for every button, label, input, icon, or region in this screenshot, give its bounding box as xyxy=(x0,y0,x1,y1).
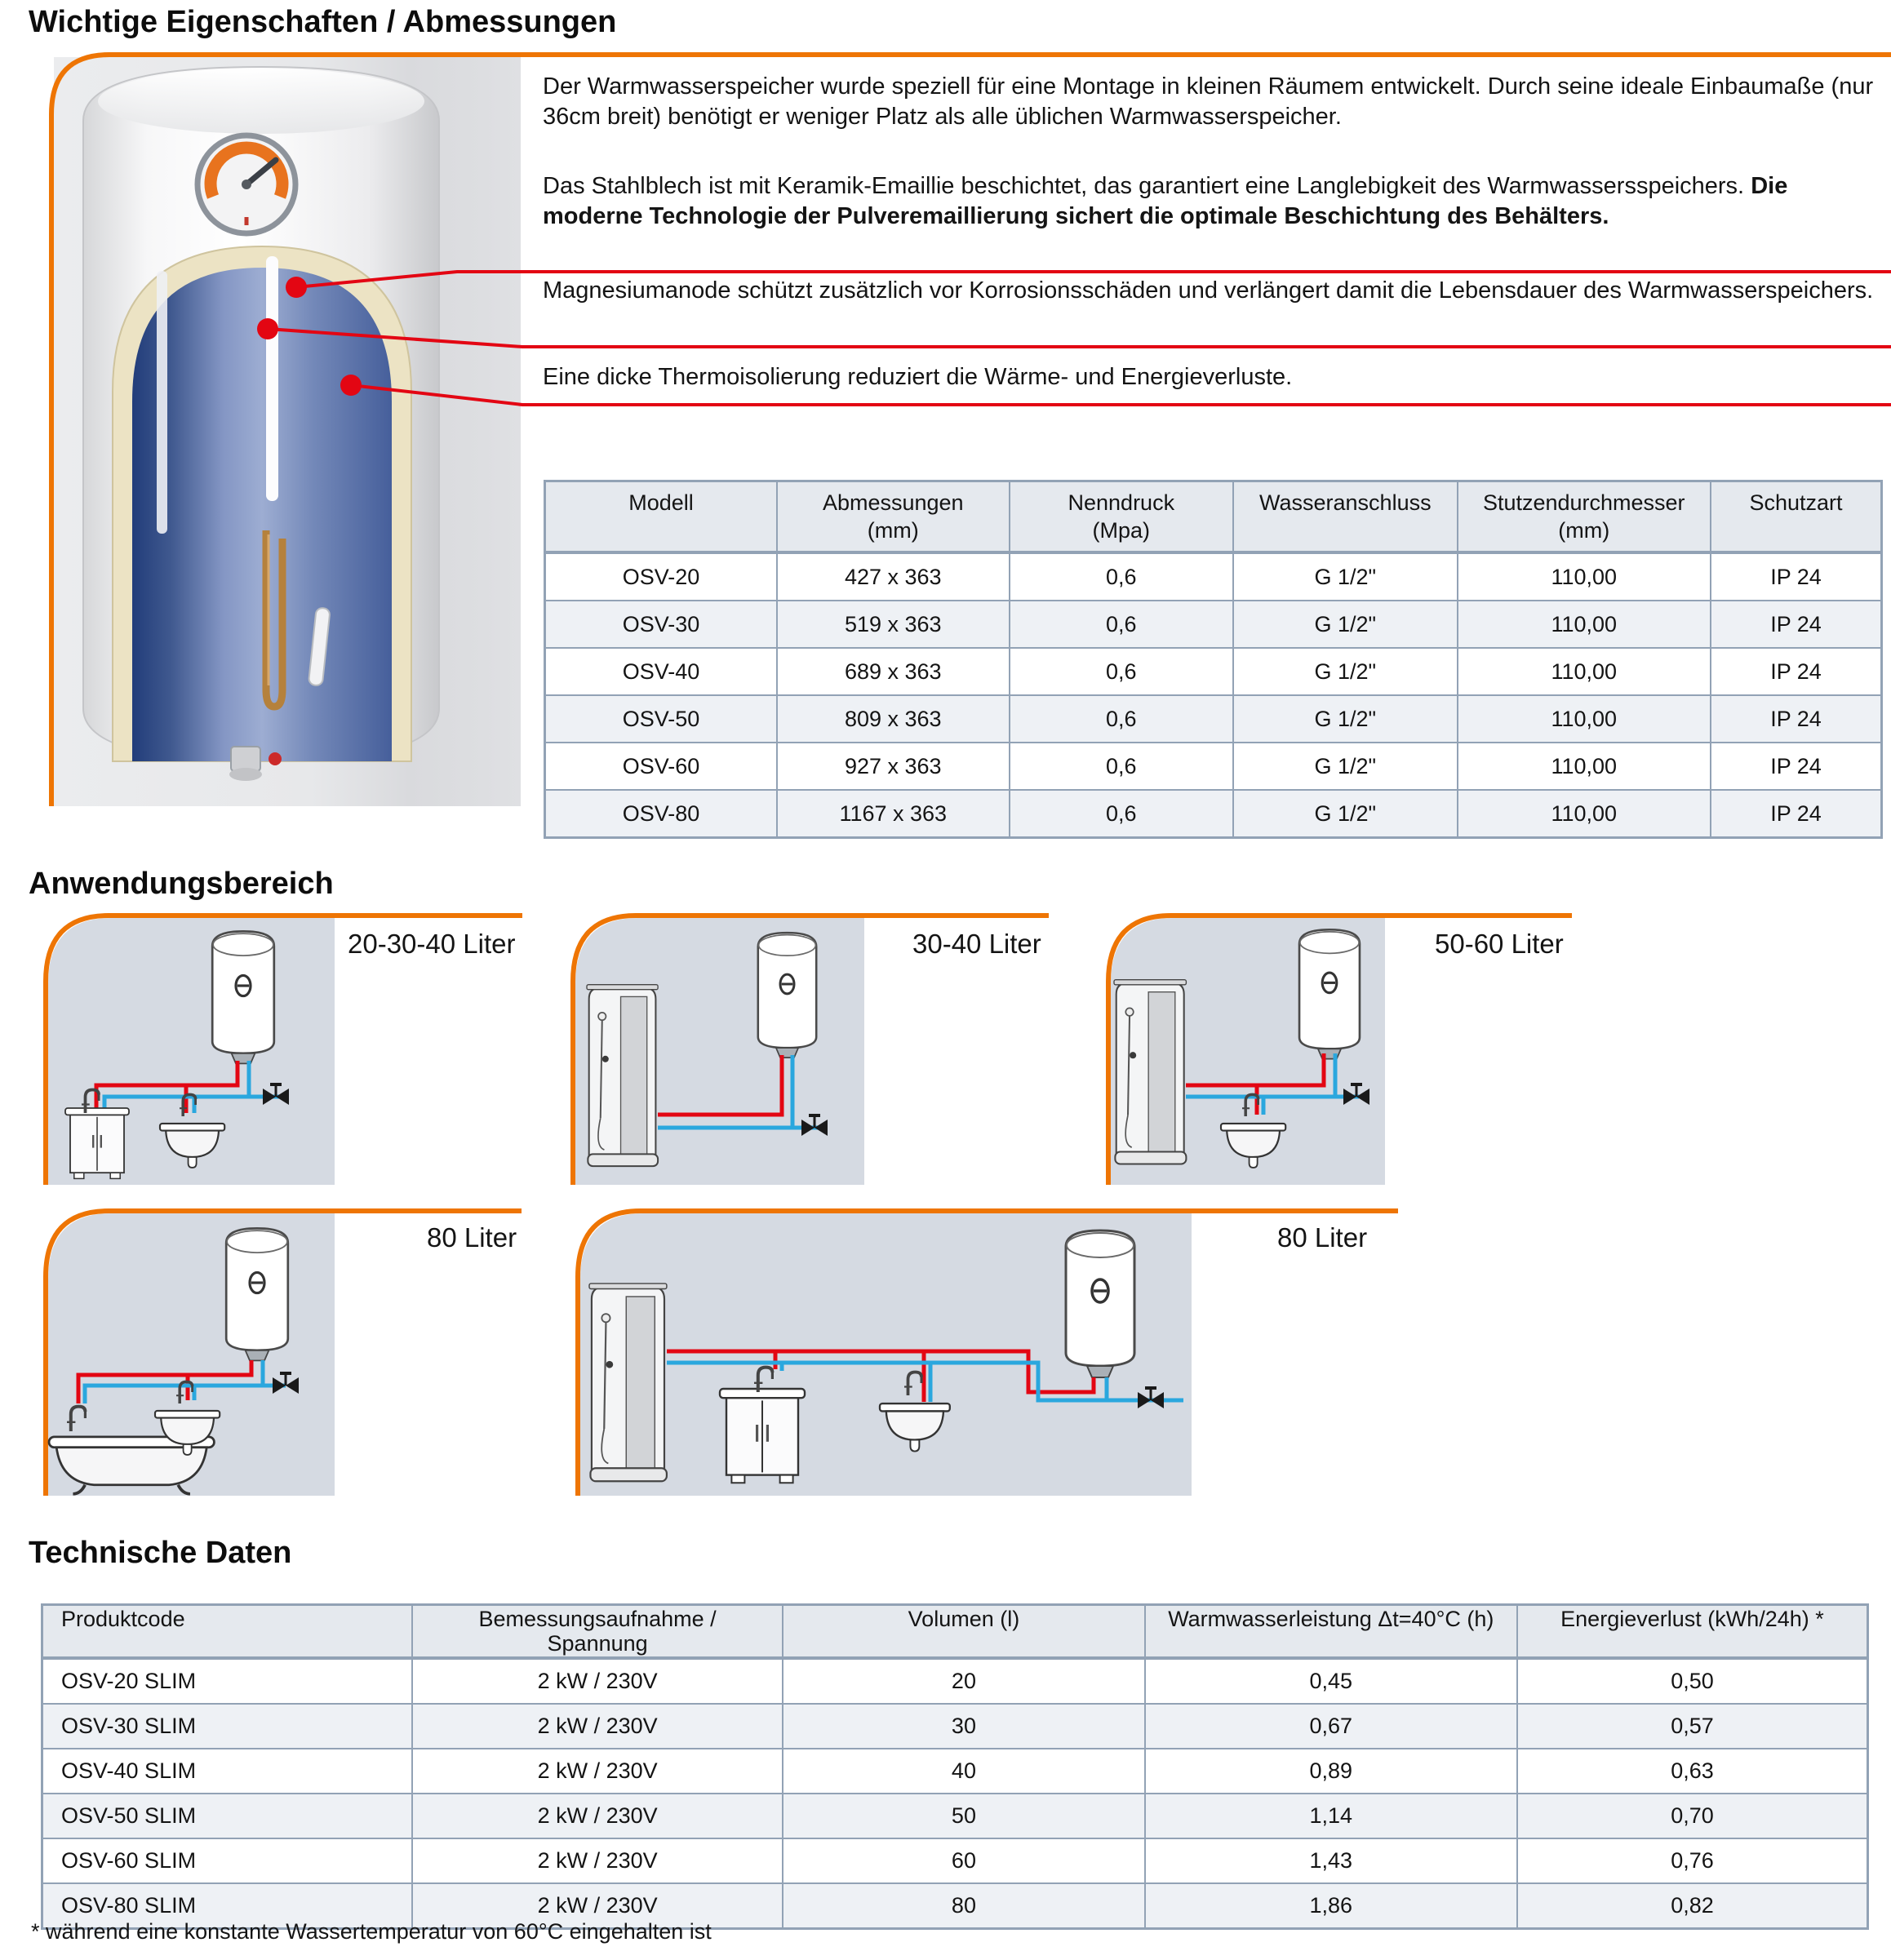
table-cell: OSV-80 xyxy=(545,790,778,838)
table-cell: 80 xyxy=(783,1883,1144,1929)
water-heater-illustration xyxy=(83,67,439,781)
callout-text-anode: Magnesiumanode schützt zusätzlich vor Korrosionsschäden und verlängert damit die Lebensdauer des Warmwasserspeichers. xyxy=(543,277,1874,304)
section-title-applications: Anwendungsbereich xyxy=(29,867,334,901)
col-header-energieverlust: Energieverlust (kWh/24h) * xyxy=(1517,1605,1868,1659)
panel-label: 50-60 Liter xyxy=(1435,929,1564,959)
table-cell: OSV-20 xyxy=(545,552,778,601)
table-cell: 30 xyxy=(783,1704,1144,1749)
table-row xyxy=(42,1749,1868,1794)
table-cell: OSV-30 SLIM xyxy=(42,1704,412,1749)
table-cell: OSV-40 SLIM xyxy=(42,1749,412,1794)
table-cell: IP 24 xyxy=(1711,695,1882,743)
intro-paragraph-2-text: Das Stahlblech ist mit Keramik-Emaillie beschichtet, das garantiert eine Langlebigkeit des Warmwassersspeichers. xyxy=(543,173,1751,199)
intro-paragraph-2 xyxy=(543,171,1888,232)
table-cell: 0,6 xyxy=(1010,743,1234,790)
table-cell: 0,70 xyxy=(1517,1794,1868,1838)
table-cell: 110,00 xyxy=(1458,552,1711,601)
table-cell: 0,6 xyxy=(1010,695,1234,743)
table-cell: 2 kW / 230V xyxy=(412,1838,783,1883)
application-panel-1 xyxy=(39,912,522,1185)
table-cell: 0,6 xyxy=(1010,601,1234,648)
table-cell: OSV-60 SLIM xyxy=(42,1838,412,1883)
table-cell: 0,89 xyxy=(1145,1749,1517,1794)
tank-interior xyxy=(132,268,392,761)
application-panel-3 xyxy=(1102,912,1575,1185)
temperature-gauge-icon xyxy=(198,135,295,233)
table-cell: OSV-20 SLIM xyxy=(42,1658,412,1704)
table-cell: OSV-50 xyxy=(545,695,778,743)
table-cell: OSV-60 xyxy=(545,743,778,790)
table-cell: 110,00 xyxy=(1458,695,1711,743)
table-cell: OSV-40 xyxy=(545,648,778,695)
col-header-produktcode: Produktcode xyxy=(42,1605,412,1659)
table-cell: 689 x 363 xyxy=(777,648,1010,695)
table-cell: 60 xyxy=(783,1838,1144,1883)
table-row xyxy=(545,790,1882,838)
table-cell: 0,82 xyxy=(1517,1883,1868,1929)
table-cell: 0,76 xyxy=(1517,1838,1868,1883)
table-row xyxy=(545,695,1882,743)
table-row xyxy=(42,1658,1868,1704)
col-header-stutzendurchmesser: Stutzendurchmesser (mm) xyxy=(1458,481,1711,553)
table-cell: G 1/2" xyxy=(1233,695,1458,743)
intro-paragraph-2-bold: Die moderne Technologie der Pulveremaillierung sichert die optimale Beschichtung des Behälters. xyxy=(543,173,1788,229)
table-cell: IP 24 xyxy=(1711,552,1882,601)
col-header-schutzart: Schutzart xyxy=(1711,481,1882,553)
panel-label: 80 Liter xyxy=(1277,1222,1368,1253)
col-header-volumen: Volumen (l) xyxy=(783,1605,1144,1659)
table-row xyxy=(545,743,1882,790)
anode-tube xyxy=(157,271,167,534)
table-cell: OSV-30 xyxy=(545,601,778,648)
table-cell: IP 24 xyxy=(1711,743,1882,790)
callout-dot-2 xyxy=(257,318,278,339)
table-row xyxy=(42,1704,1868,1749)
table-cell: 0,67 xyxy=(1145,1704,1517,1749)
section-title-technical: Technische Daten xyxy=(29,1536,292,1570)
col-header-abmessungen: Abmessungen (mm) xyxy=(777,481,1010,553)
table-cell: 1,86 xyxy=(1145,1883,1517,1929)
table-cell: 110,00 xyxy=(1458,648,1711,695)
col-header-wasseranschluss: Wasseranschluss xyxy=(1233,481,1458,553)
callout-dot-1 xyxy=(286,277,307,298)
table-row xyxy=(545,552,1882,601)
col-header-bemessungsaufnahme: Bemessungsaufnahme / Spannung xyxy=(412,1605,783,1659)
table-row xyxy=(545,601,1882,648)
table-cell: 110,00 xyxy=(1458,790,1711,838)
table-cell: 0,45 xyxy=(1145,1658,1517,1704)
table-cell: G 1/2" xyxy=(1233,648,1458,695)
table-cell: G 1/2" xyxy=(1233,790,1458,838)
table-cell: 1167 x 363 xyxy=(777,790,1010,838)
col-header-modell: Modell xyxy=(545,481,778,553)
table-cell: 927 x 363 xyxy=(777,743,1010,790)
table-cell: 1,43 xyxy=(1145,1838,1517,1883)
table-cell: 2 kW / 230V xyxy=(412,1749,783,1794)
table-cell: 110,00 xyxy=(1458,601,1711,648)
panel-label: 80 Liter xyxy=(427,1222,517,1253)
application-diagram-5 xyxy=(571,1208,1400,1498)
table-cell: 20 xyxy=(783,1658,1144,1704)
intro-paragraph-1: Der Warmwasserspeicher wurde speziell für eine Montage in kleinen Räumem entwickelt. Durch seine ideale Einbaumaße (nur 36cm breit) benötigt er weniger Platz als alle üblichen Warmwasserspeicher. xyxy=(543,73,1874,130)
table-cell: 2 kW / 230V xyxy=(412,1704,783,1749)
table-cell: 110,00 xyxy=(1458,743,1711,790)
table-cell: 0,57 xyxy=(1517,1704,1868,1749)
table-cell: 2 kW / 230V xyxy=(412,1883,783,1929)
application-panel-4 xyxy=(39,1208,524,1498)
application-panel-2 xyxy=(566,912,1051,1185)
panel-label: 20-30-40 Liter xyxy=(348,929,516,959)
table-cell: 0,50 xyxy=(1517,1658,1868,1704)
technical-data-table xyxy=(41,1603,1869,1930)
table-row xyxy=(545,648,1882,695)
table-cell: 2 kW / 230V xyxy=(412,1794,783,1838)
col-header-warmwasserleistung: Warmwasserleistung Δt=40°C (h) xyxy=(1145,1605,1517,1659)
table-cell: 519 x 363 xyxy=(777,601,1010,648)
table-cell: 0,6 xyxy=(1010,648,1234,695)
table-cell: 809 x 363 xyxy=(777,695,1010,743)
table-cell: IP 24 xyxy=(1711,648,1882,695)
table-cell: OSV-50 SLIM xyxy=(42,1794,412,1838)
col-header-nenndruck: Nenndruck (Mpa) xyxy=(1010,481,1234,553)
table-cell: 1,14 xyxy=(1145,1794,1517,1838)
table-cell: 40 xyxy=(783,1749,1144,1794)
dimensions-table xyxy=(544,480,1883,839)
table-header-row xyxy=(42,1605,1868,1659)
table-cell: IP 24 xyxy=(1711,790,1882,838)
callout-dot-3 xyxy=(340,375,362,396)
table-cell: G 1/2" xyxy=(1233,552,1458,601)
table-footnote: * während eine konstante Wassertemperatur von 60°C eingehalten ist xyxy=(31,1919,712,1944)
table-cell: G 1/2" xyxy=(1233,743,1458,790)
table-cell: 50 xyxy=(783,1794,1144,1838)
table-cell: 0,6 xyxy=(1010,552,1234,601)
table-cell: G 1/2" xyxy=(1233,601,1458,648)
section-title-features: Wichtige Eigenschaften / Abmessungen xyxy=(29,5,617,39)
table-cell: 0,6 xyxy=(1010,790,1234,838)
panel-label: 30-40 Liter xyxy=(912,929,1041,959)
table-cell: IP 24 xyxy=(1711,601,1882,648)
table-cell: 2 kW / 230V xyxy=(412,1658,783,1704)
center-tube xyxy=(266,256,278,501)
callout-text-insulation: Eine dicke Thermoisolierung reduziert die Wärme- und Energieverluste. xyxy=(543,364,1293,390)
table-row xyxy=(42,1794,1868,1838)
table-cell: OSV-80 SLIM xyxy=(42,1883,412,1929)
table-cell: 427 x 363 xyxy=(777,552,1010,601)
table-row xyxy=(42,1838,1868,1883)
table-cell: 0,63 xyxy=(1517,1749,1868,1794)
application-panel-5 xyxy=(571,1208,1400,1498)
table-header-row xyxy=(545,481,1882,553)
